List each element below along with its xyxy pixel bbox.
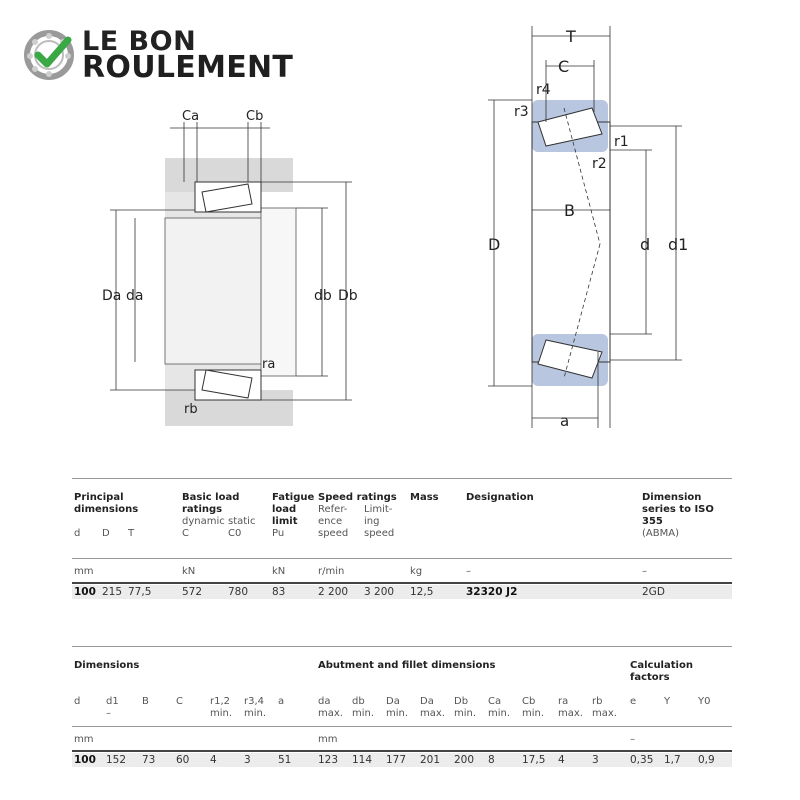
label-r2: r2	[592, 156, 607, 172]
t2-sub2-col-13: min.	[522, 708, 545, 719]
t1-sub-D: D	[102, 528, 110, 539]
t2-row-col-7: 123	[318, 754, 339, 766]
t2-row-col-13: 17,5	[522, 754, 546, 766]
t2-sub-col-8: db	[352, 696, 365, 707]
t2-row-col-3: 60	[176, 754, 190, 766]
t1-dim-series: Dimension series to ISO 355	[642, 492, 714, 527]
t2-row-col-2: 73	[142, 754, 156, 766]
t1-row-ref-speed: 2 200	[318, 586, 349, 598]
t2-sub2-col-15: max.	[592, 708, 617, 719]
t2-row-col-11: 200	[454, 754, 475, 766]
bearing-bottom	[195, 370, 261, 400]
label-d1: d1	[668, 235, 689, 254]
product-table-1	[72, 478, 732, 608]
t1-row-C: 572	[182, 586, 203, 598]
t1-principal: Principal dimensions	[74, 492, 139, 515]
t2-sub2-col-11: min.	[454, 708, 477, 719]
label-r3: r3	[514, 104, 529, 120]
t2-row-col-15: 3	[592, 754, 599, 766]
logo-line2: ROULEMENT	[82, 50, 294, 85]
table1-mid-rule	[72, 558, 732, 559]
t2-sub2-col-10: max.	[420, 708, 445, 719]
t1-unit-kn2: kN	[272, 566, 286, 577]
t2-sub-col-17: Y	[664, 696, 671, 707]
t2-sub-col-1: d1	[106, 696, 119, 707]
t2-row-col-0: 100	[74, 754, 96, 766]
label-da: da	[126, 288, 144, 304]
table2-top-rule	[72, 646, 732, 647]
t1-unit-kg: kg	[410, 566, 423, 577]
t2-sub-col-7: da	[318, 696, 331, 707]
t1-unit-rmin: r/min	[318, 566, 345, 577]
t2-row-col-9: 177	[386, 754, 407, 766]
t1-row-designation: 32320 J2	[466, 586, 518, 598]
t2-abutment: Abutment and fillet dimensions	[318, 660, 496, 671]
label-r1: r1	[614, 134, 629, 150]
t1-unit-kn1: kN	[182, 566, 196, 577]
t1-fatigue: Fatigue load limit	[272, 492, 315, 527]
t2-row-col-6: 51	[278, 754, 292, 766]
t1-sub-abma: (ABMA)	[642, 528, 679, 539]
t1-unit-dash2: –	[642, 566, 647, 577]
t2-sub-col-11: Db	[454, 696, 469, 707]
label-C: C	[558, 57, 570, 76]
t1-sub-Pu: Pu	[272, 528, 285, 539]
bearing-top	[195, 182, 261, 212]
t2-sub2-col-8: min.	[352, 708, 375, 719]
t2-unit-mm2: mm	[318, 734, 338, 745]
t1-unit-dash1: –	[466, 566, 471, 577]
t2-row-col-5: 3	[244, 754, 251, 766]
t2-sub2-col-1: –	[106, 708, 111, 719]
table2-mid-rule	[72, 726, 732, 727]
t2-sub-col-10: Da	[420, 696, 434, 707]
t1-row-T: 77,5	[128, 586, 152, 598]
label-Db: Db	[338, 288, 358, 304]
t2-sub-col-15: rb	[592, 696, 603, 707]
t2-sub2-col-7: max.	[318, 708, 343, 719]
t1-sub-C0: C0	[228, 528, 242, 539]
t2-sub-col-5: r3,4	[244, 696, 265, 707]
t1-sub-T: T	[128, 528, 135, 539]
mounting-drawing	[100, 100, 460, 440]
t1-sub-limiting: Limit- ing speed	[364, 504, 395, 539]
t1-sub-reference: Refer- ence speed	[318, 504, 349, 539]
label-d: d	[640, 235, 651, 254]
label-cb: Cb	[246, 109, 264, 124]
t2-sub-col-16: e	[630, 696, 637, 707]
t2-sub2-col-12: min.	[488, 708, 511, 719]
t2-row-col-14: 4	[558, 754, 565, 766]
label-a: a	[560, 412, 570, 430]
t2-row-col-18: 0,9	[698, 754, 715, 766]
label-ra: ra	[262, 357, 276, 372]
label-ca: Ca	[182, 109, 200, 124]
t1-sub-dynamic: dynamic	[182, 516, 225, 527]
logo-line1: LE BON	[82, 26, 197, 57]
t2-sub-col-9: Da	[386, 696, 400, 707]
t2-sub-col-18: Y0	[698, 696, 711, 707]
label-r4: r4	[536, 82, 551, 98]
t2-calc: Calculation factors	[630, 660, 693, 683]
label-D: D	[488, 235, 501, 254]
t1-row-D: 215	[102, 586, 123, 598]
bearing-section-drawing	[480, 22, 710, 432]
t2-dimensions: Dimensions	[74, 660, 140, 671]
t1-sub-static: static	[228, 516, 256, 527]
t2-row-col-17: 1,7	[664, 754, 681, 766]
t2-sub-col-2: B	[142, 696, 149, 707]
t2-sub-col-3: C	[176, 696, 183, 707]
t2-row-col-8: 114	[352, 754, 373, 766]
t1-row-series: 2GD	[642, 586, 665, 598]
t2-sub-col-12: Ca	[488, 696, 502, 707]
bearing-check-icon	[24, 28, 78, 82]
t1-basic-load: Basic load ratings	[182, 492, 240, 515]
t1-row-mass: 12,5	[410, 586, 434, 598]
t2-sub2-col-9: min.	[386, 708, 409, 719]
label-B: B	[564, 201, 575, 220]
t1-row-shade	[72, 585, 732, 599]
t2-row-col-1: 152	[106, 754, 127, 766]
t1-sub-C: C	[182, 528, 189, 539]
label-db: db	[314, 288, 332, 304]
t2-sub-col-0: d	[74, 696, 81, 707]
t2-sub2-col-14: max.	[558, 708, 583, 719]
t2-sub-col-6: a	[278, 696, 285, 707]
t1-row-lim-speed: 3 200	[364, 586, 395, 598]
t1-row-C0: 780	[228, 586, 249, 598]
t2-row-col-12: 8	[488, 754, 495, 766]
t2-sub-col-13: Cb	[522, 696, 536, 707]
t2-unit-dash: –	[630, 734, 635, 745]
table1-top-rule	[72, 478, 732, 479]
table2-row-rule	[72, 750, 732, 752]
t2-row-col-16: 0,35	[630, 754, 654, 766]
label-rb: rb	[184, 402, 198, 417]
brand-logo	[24, 28, 304, 88]
t2-sub-col-4: r1,2	[210, 696, 231, 707]
t1-row-d: 100	[74, 586, 96, 598]
t1-designation: Designation	[466, 492, 534, 503]
label-T: T	[566, 27, 576, 46]
product-table-2	[72, 646, 732, 776]
t2-row-col-4: 4	[210, 754, 217, 766]
t1-mass: Mass	[410, 492, 439, 503]
t2-sub2-col-4: min.	[210, 708, 233, 719]
t2-row-col-10: 201	[420, 754, 441, 766]
t2-unit-mm1: mm	[74, 734, 94, 745]
t1-sub-d: d	[74, 528, 81, 539]
t2-sub2-col-5: min.	[244, 708, 267, 719]
label-Da: Da	[102, 288, 122, 304]
t1-row-Pu: 83	[272, 586, 286, 598]
t2-sub-col-14: ra	[558, 696, 569, 707]
table1-row-rule	[72, 582, 732, 584]
t1-unit-mm: mm	[74, 566, 94, 577]
t1-speed: Speed ratings	[318, 492, 397, 503]
